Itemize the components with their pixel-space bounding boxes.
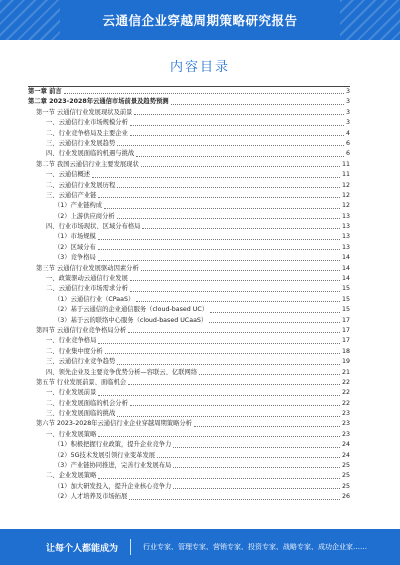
toc-entry-label: （1）产业链构成 bbox=[54, 202, 103, 210]
toc-entry-page: 12 bbox=[341, 191, 350, 199]
toc-entry[interactable] bbox=[28, 212, 350, 222]
toc-entry-page: 23 bbox=[341, 420, 350, 428]
toc-entry-page: 13 bbox=[341, 233, 350, 241]
toc-entry-label: 一、行业发展策略 bbox=[46, 430, 97, 438]
toc-entry-label: 第六节 2023-2028年云通信行业企业穿越周期策略分析 bbox=[36, 420, 192, 428]
toc-entry-label: 三、云通信行业竞争趋势 bbox=[46, 358, 116, 366]
toc-leader-dots bbox=[157, 457, 340, 458]
toc-entry-page: 17 bbox=[341, 316, 350, 324]
toc-entry-label: 第三节 云通信行业发展驱动因素分析 bbox=[36, 264, 139, 272]
toc-entry-label: 一、行业竞争格局 bbox=[46, 337, 97, 345]
toc-entry-page: 6 bbox=[345, 139, 350, 147]
toc-entry-page: 22 bbox=[341, 389, 350, 397]
toc-entry[interactable] bbox=[28, 222, 350, 232]
toc-leader-dots bbox=[171, 104, 344, 105]
toc-entry[interactable] bbox=[28, 357, 350, 367]
toc-entry[interactable] bbox=[28, 97, 350, 107]
toc-leader-dots bbox=[199, 374, 340, 375]
toc-entry[interactable] bbox=[28, 336, 350, 346]
toc-entry-label: 一、行业发展前景 bbox=[46, 389, 97, 397]
toc-entry-page: 19 bbox=[341, 358, 350, 366]
toc-leader-dots bbox=[141, 270, 340, 271]
toc-entry[interactable] bbox=[28, 492, 350, 502]
toc-entry-page: 18 bbox=[341, 347, 350, 355]
toc-entry-page: 14 bbox=[341, 254, 350, 262]
toc-entry[interactable] bbox=[28, 253, 350, 263]
toc-entry-page: 17 bbox=[341, 337, 350, 345]
toc-entry-label: 四、领先企业及主要竞争优势分析—容联云、亿联网络 bbox=[46, 368, 198, 376]
toc-entry-page: 21 bbox=[341, 368, 350, 376]
toc-entry-page: 23 bbox=[341, 410, 350, 418]
toc-leader-dots bbox=[173, 447, 340, 448]
toc-leader-dots bbox=[98, 343, 340, 344]
toc-entry-page: 3 bbox=[345, 119, 350, 127]
toc-entry[interactable] bbox=[28, 388, 350, 398]
toc-entry-label: 第五节 行业发展前景、面临机会 bbox=[36, 378, 127, 386]
toc-entry[interactable] bbox=[28, 409, 350, 419]
toc-entry[interactable] bbox=[28, 274, 350, 284]
toc-entry-page: 11 bbox=[341, 171, 350, 179]
toc-leader-dots bbox=[142, 228, 340, 229]
toc-entry-label: （3）产业链协同推进，完善行业发展布局 bbox=[54, 462, 172, 470]
toc-entry-label: 四、行业市场现状、区域分布格局 bbox=[46, 223, 141, 231]
toc-entry-page: 11 bbox=[341, 160, 350, 168]
toc-entry-label: 第一章 前言 bbox=[28, 87, 62, 95]
header-decoration-left bbox=[0, 0, 60, 40]
toc-entry-page: 3 bbox=[345, 98, 350, 106]
toc-entry[interactable] bbox=[28, 420, 350, 430]
toc-entry-page: 15 bbox=[341, 295, 350, 303]
toc-entry-label: 第一节 云通信行业发展现状及前景 bbox=[36, 108, 133, 116]
toc-entry[interactable] bbox=[28, 368, 350, 378]
toc-entry-label: （1）云通信行业（CPaaS） bbox=[54, 295, 135, 303]
toc-entry-page: 12 bbox=[341, 181, 350, 189]
toc-leader-dots bbox=[209, 322, 340, 323]
toc-entry-page: 23 bbox=[341, 430, 350, 438]
toc-leader-dots bbox=[128, 332, 340, 333]
toc-entry-label: （2）上游供应商分析 bbox=[54, 212, 115, 220]
toc-entry[interactable] bbox=[28, 399, 350, 409]
toc-leader-dots bbox=[98, 436, 340, 437]
toc-leader-dots bbox=[130, 125, 344, 126]
toc-leader-dots bbox=[173, 488, 340, 489]
toc-entry[interactable] bbox=[28, 170, 350, 180]
toc-entry[interactable] bbox=[28, 191, 350, 201]
toc-leader-dots bbox=[129, 499, 340, 500]
toc-entry-page: 25 bbox=[341, 482, 350, 490]
toc-leader-dots bbox=[130, 291, 340, 292]
toc-leader-dots bbox=[141, 166, 340, 167]
toc-entry-page: 6 bbox=[345, 150, 350, 158]
toc-leader-dots bbox=[92, 177, 340, 178]
toc-entry[interactable] bbox=[28, 149, 350, 159]
toc-entry-label: 一、云通信概述 bbox=[46, 171, 91, 179]
toc-entry-label: 第四节 云通信行业竞争格局分析 bbox=[36, 326, 127, 334]
toc-entry-page: 17 bbox=[341, 326, 350, 334]
toc-entry-label: （3）基于云的联络中心服务（cloud-based UCaaS） bbox=[54, 316, 208, 324]
toc-entry[interactable] bbox=[28, 326, 350, 336]
toc-leader-dots bbox=[136, 301, 340, 302]
toc-leader-dots bbox=[173, 467, 340, 468]
toc-entry-label: 二、行业发展面临的机会分析 bbox=[46, 399, 128, 407]
toc-leader-dots bbox=[98, 395, 340, 396]
toc-entry-label: 三、云通信产业链 bbox=[46, 191, 97, 199]
footer-divider bbox=[130, 539, 131, 555]
toc-leader-dots bbox=[64, 93, 344, 94]
toc-entry[interactable] bbox=[28, 316, 350, 326]
toc-leader-dots bbox=[194, 426, 340, 427]
toc-leader-dots bbox=[130, 280, 340, 281]
toc-entry-page: 14 bbox=[341, 275, 350, 283]
toc-entry-label: 二、行业集中度分析 bbox=[46, 347, 103, 355]
toc-leader-dots bbox=[136, 156, 344, 157]
toc-entry-page: 24 bbox=[341, 441, 350, 449]
toc-leader-dots bbox=[117, 416, 340, 417]
toc-leader-dots bbox=[98, 260, 340, 261]
toc-entry-page: 22 bbox=[341, 378, 350, 386]
footer-slogan: 让每个人都能成为 bbox=[46, 543, 119, 554]
toc-entry[interactable] bbox=[28, 430, 350, 440]
toc-leader-dots bbox=[104, 208, 340, 209]
toc-leader-dots bbox=[117, 364, 340, 365]
footer-roles: 行业专家、管理专家、营销专家、投资专家、战略专家、成功企业家…… bbox=[143, 543, 368, 551]
toc-entry-label: 二、企业发展策略 bbox=[46, 472, 97, 480]
toc-entry[interactable] bbox=[28, 461, 350, 471]
toc-entry-label: （2）5G技术发展引领行业变革发展 bbox=[54, 451, 156, 459]
toc-entry-label: 第二节 我国云通信行业主要发展现状 bbox=[36, 160, 139, 168]
toc-entry[interactable] bbox=[28, 86, 350, 97]
toc-entry[interactable] bbox=[28, 440, 350, 450]
table-of-contents bbox=[28, 86, 350, 503]
toc-entry-page: 4 bbox=[345, 129, 350, 137]
toc-entry-label: 一、云通信行业市场规模分析 bbox=[46, 119, 128, 127]
toc-entry-page: 15 bbox=[341, 306, 350, 314]
toc-heading: 内容目录 bbox=[169, 60, 230, 75]
toc-entry[interactable] bbox=[28, 139, 350, 149]
toc-entry-label: （2）区域分布 bbox=[54, 243, 96, 251]
toc-entry[interactable] bbox=[28, 295, 350, 305]
header-bar bbox=[0, 0, 400, 40]
toc-leader-dots bbox=[130, 405, 340, 406]
toc-entry-page: 3 bbox=[345, 108, 350, 116]
toc-leader-dots bbox=[128, 384, 340, 385]
toc-entry[interactable] bbox=[28, 305, 350, 315]
toc-entry-label: （2）基于云通信的企业通信服务（cloud-based UC） bbox=[54, 306, 209, 314]
toc-entry-label: 一、政策驱动云通信行业发展 bbox=[46, 275, 128, 283]
toc-entry[interactable] bbox=[28, 181, 350, 191]
toc-leader-dots bbox=[98, 249, 340, 250]
toc-entry-page: 25 bbox=[341, 472, 350, 480]
toc-leader-dots bbox=[117, 145, 344, 146]
toc-leader-dots bbox=[130, 135, 344, 136]
toc-leader-dots bbox=[98, 197, 340, 198]
header-decoration-right bbox=[340, 0, 400, 40]
toc-entry-label: （3）竞争格局 bbox=[54, 254, 96, 262]
toc-entry[interactable] bbox=[28, 108, 350, 118]
toc-entry[interactable] bbox=[28, 118, 350, 128]
toc-entry[interactable] bbox=[28, 264, 350, 274]
footer-bar bbox=[0, 529, 400, 565]
toc-entry-label: 三、行业发展面临的挑战 bbox=[46, 410, 116, 418]
toc-entry-label: 二、云通信行业发展历程 bbox=[46, 181, 116, 189]
toc-leader-dots bbox=[98, 239, 340, 240]
toc-entry[interactable] bbox=[28, 378, 350, 388]
toc-entry-label: 三、云通信行业发展趋势 bbox=[46, 139, 116, 147]
toc-entry-page: 3 bbox=[345, 87, 350, 95]
toc-entry-page: 15 bbox=[341, 285, 350, 293]
toc-entry-label: （1）市场规模 bbox=[54, 233, 96, 241]
toc-entry[interactable] bbox=[28, 243, 350, 253]
toc-entry-label: 二、行业竞争格局及主要企业 bbox=[46, 129, 128, 137]
toc-entry-label: 第二章 2023-2028年云通信市场前景及趋势预测 bbox=[28, 98, 169, 106]
toc-leader-dots bbox=[117, 218, 340, 219]
toc-entry-page: 13 bbox=[341, 243, 350, 251]
toc-leader-dots bbox=[134, 114, 344, 115]
toc-entry-label: （1）积极把握行业政策，提升企业竞争力 bbox=[54, 441, 172, 449]
toc-entry-page: 26 bbox=[341, 493, 350, 501]
toc-entry[interactable] bbox=[28, 471, 350, 481]
report-title: 云通信企业穿越周期策略研究报告 bbox=[102, 13, 298, 28]
toc-entry[interactable] bbox=[28, 129, 350, 139]
toc-leader-dots bbox=[117, 187, 340, 188]
toc-entry[interactable] bbox=[28, 347, 350, 357]
toc-entry[interactable] bbox=[28, 232, 350, 242]
toc-entry-page: 22 bbox=[341, 399, 350, 407]
toc-entry[interactable] bbox=[28, 482, 350, 492]
toc-entry[interactable] bbox=[28, 451, 350, 461]
toc-entry-label: 四、行业发展面临的机遇与挑战 bbox=[46, 150, 135, 158]
toc-entry-page: 25 bbox=[341, 462, 350, 470]
toc-leader-dots bbox=[98, 478, 340, 479]
toc-entry[interactable] bbox=[28, 201, 350, 211]
toc-entry-label: 二、云通信行业市场需求分析 bbox=[46, 285, 128, 293]
toc-entry-page: 13 bbox=[341, 223, 350, 231]
toc-entry-page: 14 bbox=[341, 264, 350, 272]
toc-entry[interactable] bbox=[28, 284, 350, 294]
toc-entry-label: （1）加大研发投入，提升企业核心竞争力 bbox=[54, 482, 172, 490]
toc-leader-dots bbox=[105, 353, 340, 354]
toc-leader-dots bbox=[210, 312, 340, 313]
toc-entry-label: （2）人才培养及市场拓展 bbox=[54, 493, 128, 501]
toc-entry-page: 24 bbox=[341, 451, 350, 459]
toc-entry-page: 13 bbox=[341, 212, 350, 220]
toc-entry-page: 12 bbox=[341, 202, 350, 210]
toc-entry[interactable] bbox=[28, 160, 350, 170]
